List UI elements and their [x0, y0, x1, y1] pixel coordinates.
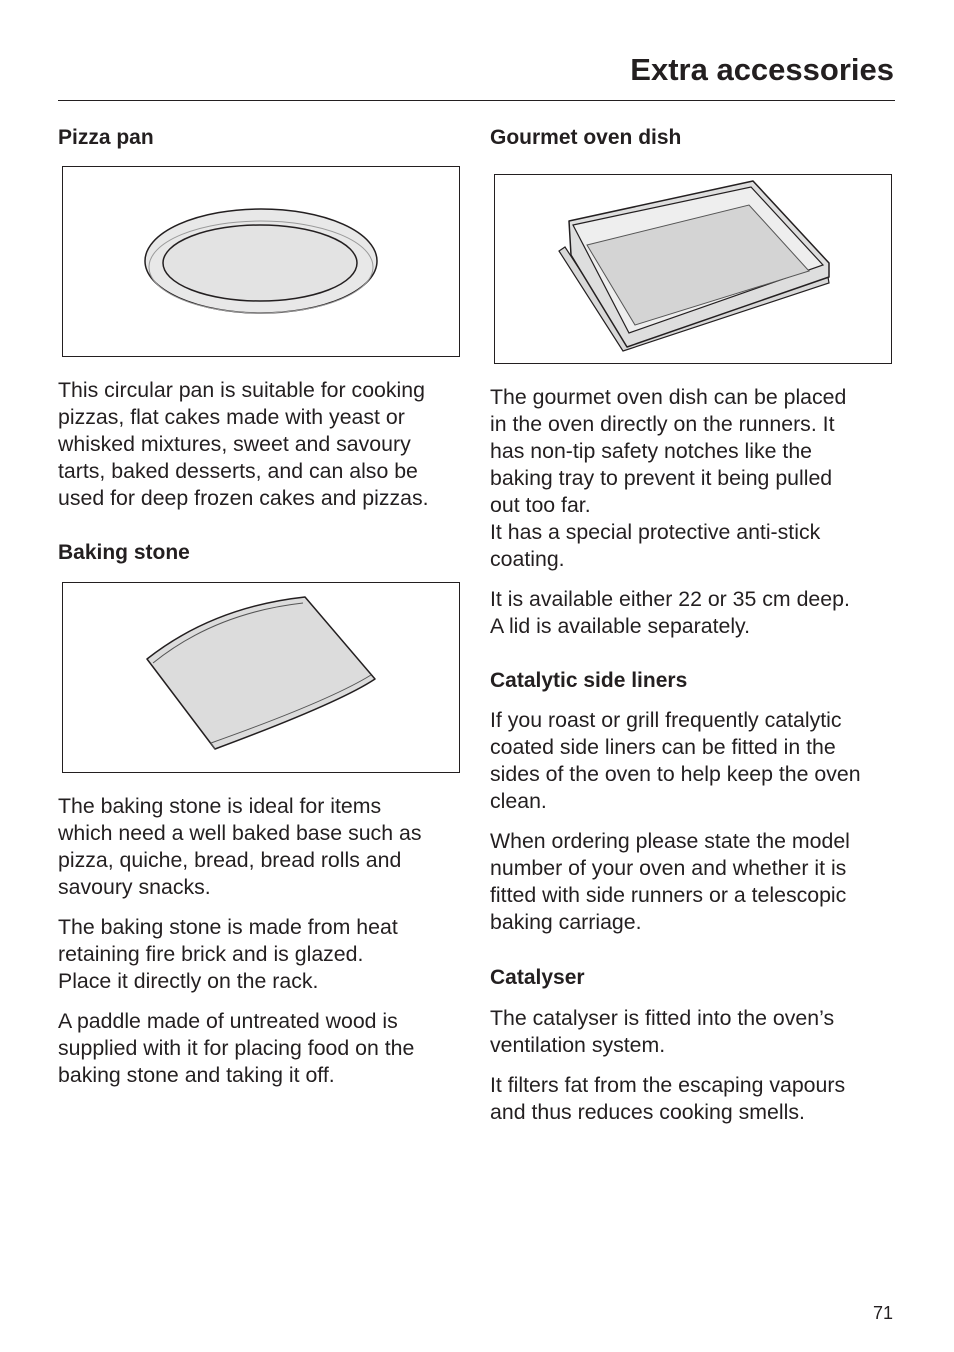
text-line: savoury snacks.	[58, 875, 211, 899]
text-line: supplied with it for placing food on the	[58, 1036, 415, 1060]
text-line: A lid is available separately.	[490, 614, 751, 638]
text-line: retaining fire brick and is glazed.	[58, 942, 364, 966]
text-line: It filters fat from the escaping vapours	[490, 1073, 846, 1097]
text-line: baking stone and taking it off.	[58, 1063, 335, 1087]
text-line: in the oven directly on the runners. It	[490, 412, 835, 436]
gourmet-dish-paragraph-2	[490, 586, 910, 640]
heading-catalytic-side-liners: Catalytic side liners	[490, 669, 688, 692]
heading-catalyser: Catalyser	[490, 966, 585, 989]
catalytic-liners-paragraph-1	[490, 707, 910, 815]
text-line: fitted with side runners or a telescopic	[490, 883, 847, 907]
baking-stone-illustration	[62, 582, 460, 773]
text-line: coated side liners can be fitted in the	[490, 735, 836, 759]
text-line: pizza, quiche, bread, bread rolls and	[58, 848, 402, 872]
text-line: sides of the oven to help keep the oven	[490, 762, 861, 786]
baking-stone-surface	[147, 597, 375, 749]
gourmet-oven-dish-illustration	[494, 174, 892, 364]
text-line: number of your oven and whether it is	[490, 856, 847, 880]
text-line: coating.	[490, 547, 565, 571]
text-line: baking tray to prevent it being pulled	[490, 466, 833, 490]
page-title: Extra accessories	[630, 52, 894, 87]
gourmet-dish-drawing	[495, 175, 890, 362]
heading-pizza-pan: Pizza pan	[58, 126, 154, 149]
pizza-pan-paragraph	[58, 377, 478, 512]
text-line: clean.	[490, 789, 547, 813]
text-line: out too far.	[490, 493, 591, 517]
baking-stone-paragraph-2	[58, 914, 478, 995]
text-line: The baking stone is ideal for items	[58, 794, 382, 818]
text-line: It has a special protective anti-stick	[490, 520, 821, 544]
text-line: A paddle made of untreated wood is	[58, 1009, 398, 1033]
catalyser-paragraph-2	[490, 1072, 910, 1126]
text-line: The gourmet oven dish can be placed	[490, 385, 847, 409]
text-line: which need a well baked base such as	[58, 821, 422, 845]
page-number: 71	[872, 1303, 893, 1323]
catalytic-liners-paragraph-2	[490, 828, 910, 936]
text-line: This circular pan is suitable for cooking	[58, 378, 425, 402]
text-line: When ordering please state the model	[490, 829, 850, 853]
text-line: Place it directly on the rack.	[58, 969, 319, 993]
catalyser-paragraph-1	[490, 1005, 910, 1059]
text-line: tarts, baked desserts, and can also be	[58, 459, 418, 483]
pizza-pan-drawing	[63, 167, 458, 355]
baking-stone-paragraph-1	[58, 793, 478, 901]
gourmet-dish-paragraph-1	[490, 384, 910, 573]
pizza-pan-base	[163, 225, 357, 301]
baking-stone-drawing	[63, 583, 458, 771]
heading-baking-stone: Baking stone	[58, 541, 190, 564]
catalytic-liners-description	[490, 707, 910, 936]
pizza-pan-illustration	[62, 166, 460, 357]
baking-stone-description	[58, 793, 478, 1089]
text-line: whisked mixtures, sweet and savoury	[58, 432, 411, 456]
text-line: The catalyser is fitted into the oven’s	[490, 1006, 835, 1030]
text-line: and thus reduces cooking smells.	[490, 1100, 805, 1124]
text-line: baking carriage.	[490, 910, 642, 934]
text-line: has non-tip safety notches like the	[490, 439, 813, 463]
text-line: The baking stone is made from heat	[58, 915, 398, 939]
pizza-pan-description	[58, 377, 478, 512]
baking-stone-paragraph-3	[58, 1008, 478, 1089]
text-line: If you roast or grill frequently catalytic	[490, 708, 842, 732]
heading-gourmet-oven-dish: Gourmet oven dish	[490, 126, 682, 149]
title-divider	[58, 100, 895, 101]
gourmet-dish-description	[490, 384, 910, 640]
text-line: It is available either 22 or 35 cm deep.	[490, 587, 850, 611]
catalyser-description	[490, 1005, 910, 1126]
text-line: ventilation system.	[490, 1033, 666, 1057]
text-line: used for deep frozen cakes and pizzas.	[58, 486, 429, 510]
text-line: pizzas, flat cakes made with yeast or	[58, 405, 405, 429]
